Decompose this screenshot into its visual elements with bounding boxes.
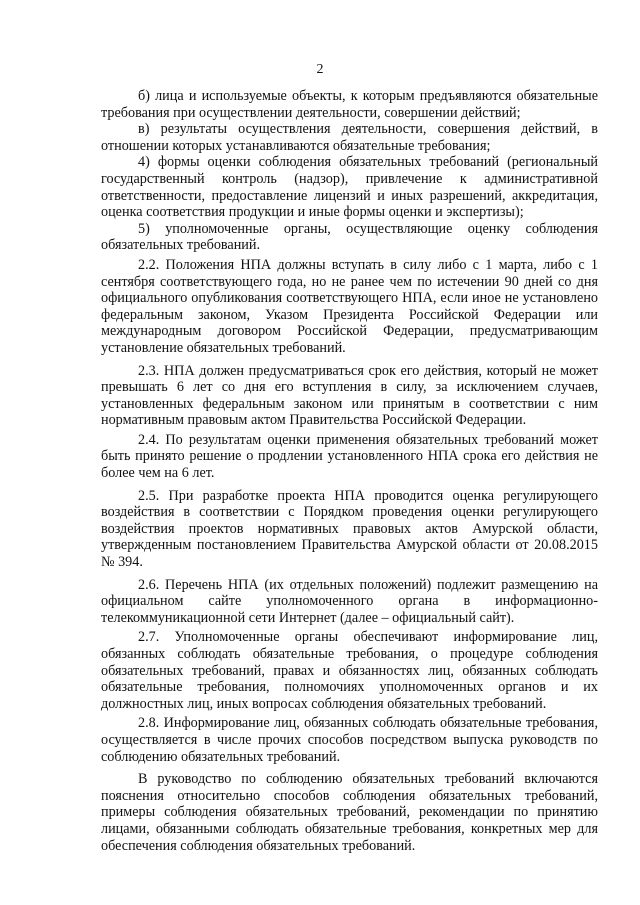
paragraph-b-subjects: б) лица и используемые объекты, к которым предъявляются обязательные требования при осуществлении деятельности, совершении действий; <box>101 88 598 121</box>
paragraph-2-4-extension: 2.4. По результатам оценки применения обязательных требований может быть принято решение о продлении установленного НПА срока его действия не более чем на 6 лет. <box>101 431 598 482</box>
paragraph-guidance-contents: В руководство по соблюдению обязательных требований включаются пояснения относительно способов соблюдения обязательных требований, примеры соблюдения обязательных требований, рекомендации по принятию лицами, обязанными соблюдать обязательные требования, конкретных мер для обеспечения соблюдения обязательных требований. <box>101 771 598 854</box>
paragraph-4-assessment-forms: 4) формы оценки соблюдения обязательных требований (региональный государственный контроль (надзор), привлечение к административной ответственности, предоставление лицензий и иных разрешений, аккредитация, оценка соответствия продукции и иные формы оценки и экспертизы); <box>101 154 598 221</box>
paragraph-5-authorized-bodies: 5) уполномоченные органы, осуществляющие оценку соблюдения обязательных требований. <box>101 220 598 254</box>
paragraph-v-results: в) результаты осуществления деятельности, совершения действий, в отношении которых устанавливаются обязательные требования; <box>101 121 598 154</box>
page-number: 2 <box>316 62 324 77</box>
paragraph-2-6-publication: 2.6. Перечень НПА (их отдельных положений) подлежит размещению на официальном сайте уполномоченного органа в информационно-телекоммуникационной сети Интернет (далее – официальный сайт). <box>101 576 598 626</box>
paragraph-2-7-informing: 2.7. Уполномоченные органы обеспечивают информирование лиц, обязанных соблюдать обязательные требования, о процедуре соблюдения обязательных требований, правах и обязанностях лиц, обязанных соблюдать обязательные требования, полномочиях уполномоченных органов и их должностных лиц, иных вопросах соблюдения обязательных требований. <box>101 629 598 712</box>
paragraph-2-2-entry-into-force: 2.2. Положения НПА должны вступать в силу либо с 1 марта, либо с 1 сентября соответствующего года, но не ранее чем по истечении 90 дней со дня официального опубликования соответствующего НПА, если иное не установлено федеральным законом, Указом Президента Российской Федерации или международным договором Российской Федерации, предусматривающим установление обязательных требований. <box>101 256 598 356</box>
paragraph-2-8-guidance: 2.8. Информирование лиц, обязанных соблюдать обязательные требования, осуществляется в числе прочих способов посредством выпуска руководств по соблюдению обязательных требований. <box>101 715 598 765</box>
paragraph-2-5-regulatory-impact: 2.5. При разработке проекта НПА проводится оценка регулирующего воздействия в соответствии с Порядком проведения оценки регулирующего воздействия проектов нормативных правовых актов Амурской области, утвержденным постановлением Правительства Амурской области от 20.08.2015 № 394. <box>101 487 598 571</box>
document-body <box>101 88 598 854</box>
paragraph-2-3-validity-term: 2.3. НПА должен предусматриваться срок его действия, который не может превышать 6 лет со дня его вступления в силу, за исключением случаев, установленных федеральным законом или принятым в соответствии с ним нормативным правовым актом Правительства Российской Федерации. <box>101 362 598 429</box>
